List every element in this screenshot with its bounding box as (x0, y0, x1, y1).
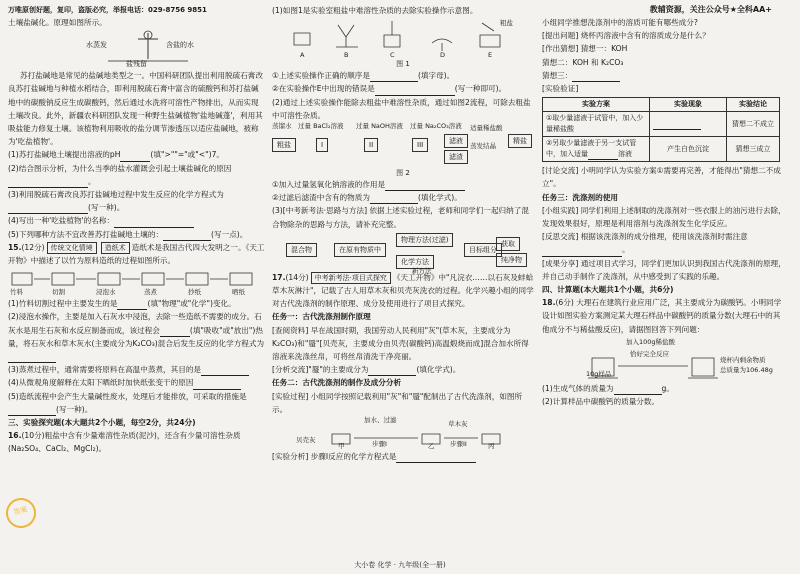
step-3: 蒸煮 (144, 288, 157, 297)
guess-1: [作出猜想] 猜想一：KOH (542, 44, 628, 54)
figure-3 (272, 416, 534, 450)
q18-2: (2)计算样品中碳酸钙的质量分数。 (542, 397, 660, 407)
task-1-title: 任务一：古代洗涤剂制作原理 (272, 312, 371, 322)
step-5: 晒纸 (232, 288, 245, 297)
fig1-label: 粗盐 (500, 19, 513, 28)
task-3-title: 任务三：洗涤剂的使用 (542, 192, 618, 202)
column-left (8, 0, 266, 574)
q18-1: (1)生成气体的质量为 g。 (542, 382, 786, 395)
fig3-5: 步骤II (450, 440, 467, 449)
mind-node-2: 物理方法(过滤) (396, 233, 453, 247)
fig1-D: D (440, 51, 446, 60)
column-middle (272, 0, 534, 574)
fig2-box-3: III (412, 138, 428, 152)
question-5: (5)下列哪种方法不宜改善苏打盐碱地土壤的： (写一点)。 (8, 228, 266, 241)
table-row: ②另取少量滤液于另一支试管中，加入适量 溶液 产生白色沉淀 猜想三成立 (543, 137, 780, 162)
fig18-d: 烧杯内剩余物质 (720, 355, 766, 364)
figure-1 (272, 17, 534, 59)
fig1-B: B (344, 51, 349, 60)
table-row: ①取少量滤液于试管中，加入少量稀盐酸 猜想二不成立 (543, 112, 780, 137)
experiment-table (542, 97, 780, 162)
q16-1: ①上述实验操作正确的顺序是 (填字母)。 (272, 69, 534, 82)
fig3-2: 步骤I (372, 440, 387, 449)
guess-2: 猜想二：KOH 和 K₂CO₃ (542, 57, 624, 67)
question-15-5: (5)造纸流程中会产生大量碱性废水，处理后才能排放，可采取的措施是(写一种)。 (8, 390, 266, 416)
column-right (542, 0, 786, 574)
section-4-title: 四、计算题(本大题共1个小题，共6分) (542, 285, 674, 295)
figure-18 (542, 336, 786, 382)
question-18: 18.(6分) 大理石在建筑行业应用广泛，其主要成分为碳酸钙。小明同学设计如图实验方案测定某大理石样品中碳酸钙的质量分数(大理石中的其他成分不与稀盐酸反应)，请据图回答下列问题： (542, 298, 782, 334)
figure-2 (272, 122, 534, 168)
mind-node-5: 获取 (496, 237, 520, 251)
fig2-right-1: 蒸发结晶 (470, 142, 496, 151)
question-3: (3)利用脱硫石膏改良苏打盐碱地过程中发生反应的化学方程式为(写一种)。 (8, 188, 266, 214)
question-15-3: (3)蒸煮过程中，通常需要将原料在高温中蒸煮，其目的是 (8, 363, 266, 376)
fig1-A: A (300, 51, 305, 60)
col3-line1: 小组同学推想洗涤剂中的溶质可能有哪些成分? (542, 18, 698, 27)
question-17: 17.(14分) 中考新考法·项目式探究 《天工开物》中"凡浣衣……以石灰及蚌蛤草木灰淋汁"，记载了古人用草木灰和贝壳灰洗衣的过程。化学兴趣小组的同学对古代洗涤剂的制作原理、成分及使用进行了项目式探究。 (272, 272, 534, 309)
step-2: 浸泡水 (96, 288, 116, 297)
discussion: [讨论交流] 小明同学认为实验方案①需要再完善，才能得出"猜想二不成立"。 (542, 166, 781, 189)
question-16: 16.(10分)粗盐中含有少量难溶性杂质(泥沙)，还含有少量可溶性杂质(Na₂SO₄、CaCl₂、MgCl₂)。 (8, 431, 241, 454)
step-4: 抄纸 (188, 288, 201, 297)
q16-3: ①加入过量氢氧化钠溶液的作用是 (272, 178, 534, 191)
fig2-right-0: 适量稀盐酸 (470, 124, 503, 133)
fig3-0: 贝壳灰 (296, 436, 316, 445)
fig2-box-2: II (364, 138, 378, 152)
fig3-4: 草木灰 (448, 420, 468, 429)
question-15-2: (2)浸泡水操作，主要是加入石灰水中浸泡，去除一些造纸不需要的成分。石灰水是用生石灰和水反应制备而成，该过程会 (填"吸收"或"放出")热量，将石灰水和草木灰水(主要成分为K₂CO₃)混合后发生反应的化学方程式为 (8, 310, 266, 363)
mind-node-1: 在原有物质中 (334, 243, 386, 257)
step-0: 竹料 (10, 288, 23, 297)
tag-project: 中考新考法·项目式探究 (311, 272, 391, 284)
fig18-c: 10g样品 (586, 369, 612, 378)
question-15-1b: (1)竹料切割过程中主要发生的是 (填"物理"或"化学")变化。 (8, 297, 266, 310)
mind-tail: 新方法 (412, 266, 432, 275)
fig2-top-3: 过量 Na₂CO₃溶液 (410, 122, 462, 131)
th-phenomenon: 实验现象 (650, 98, 727, 112)
task-2-process: [实验过程] 小组同学按照记载利用"灰"和"蜃"配制出了古代洗涤剂，如图所示。 (272, 391, 523, 414)
guess-3: 猜想三： (542, 69, 786, 82)
papermaking-diagram (8, 267, 266, 297)
fig2-box-1: I (316, 138, 328, 152)
fig18-a: 加入100g稀盐酸 (626, 337, 676, 346)
th-plan: 实验方案 (543, 98, 650, 112)
task-3-practice: [小组实践] 同学们利用上述制取的洗涤剂对一些衣服上的油污进行去除，发现效果很好，原理是利用溶剂与洗涤剂发生化学反应。 (542, 205, 786, 229)
verify-title: [实验验证] (542, 84, 579, 94)
papermaking-figure (8, 267, 266, 297)
header-left: 万唯原创好题，复印，盗版必究，举报电话：029-8756 9851 (8, 6, 207, 14)
tag-paper: 造纸术 (101, 242, 130, 254)
fig2-box-residue: 滤渣 (444, 150, 468, 164)
task-1-analysis: [分析交流]"蜃"的主要成分为 (填化学式)。 (272, 363, 534, 376)
q16-part3: (3)[中考新考法·思路与方法] 依据上述实验过程，老师和同学们一起归纳了混合物除杂的思路与方法，请补充完整。 (272, 206, 529, 229)
question-15-4: (4)从微观角度解释在太阳下晒纸时加快纸张变干的原因 (8, 376, 266, 389)
section-3-title: 三、实验探究题(本大题共2个小题，每空2分，共24分) (8, 418, 196, 428)
step-1: 切割 (52, 288, 65, 297)
fig3-7: 丙 (488, 442, 495, 451)
fig2-box-crude: 粗盐 (272, 138, 296, 152)
fig-label-saltwater: 含盐的水 (166, 41, 194, 50)
question-15-1: (1)苏打盐碱地土壤提出溶液的pH (填">""="或"<")7。 (8, 148, 266, 161)
question-15: 15.(12分) 传统文化情境 造纸术 造纸术是我国古代四大发明之一。《天工开物》中描述了以竹为原料造纸的过程如图所示。 (8, 242, 265, 266)
text-line: 土壤盐碱化。原理如图所示。 (8, 18, 107, 27)
fig3-1: 加水、过滤 (364, 416, 397, 425)
q16-part1: (1)如图1是实验室粗盐中难溶性杂质的去除实验操作示意图。 (272, 6, 478, 15)
mind-map (272, 231, 534, 275)
task-2-analysis: [实验分析] 步骤Ⅰ反应的化学方程式是 (272, 450, 534, 463)
stamp-watermark: 答案 (3, 495, 40, 532)
question-4: (4)写出一种'吃盐植物'的名称： (8, 214, 266, 227)
intro-paragraph: 苏打盐碱地是常见的盐碱地类型之一。中国科研团队提出利用脱硫石膏改良苏打盐碱地与种植水稻结合，即利用脱硫石膏中富含的硫酸钙和苏打盐碱地中的碳酸钠反应生成碳酸钙，然后通过水洗将可溶性产物排出，从而实现土壤改良。此外，新疆农科研团队发现一种野生盐碱植物'盐地碱蓬'，利用其吸盐能力修复土壤。该植物利用吸收的盐分调节渗透压以适应盐碱地，被称为'吃盐植物'。 (8, 71, 263, 147)
mind-node-6: 纯净物 (496, 253, 527, 267)
mind-node-3: 化学方法 (396, 255, 434, 269)
fig-label-residue: 盐残留 (126, 60, 147, 69)
fig2-box-filtrate: 滤液 (444, 134, 468, 148)
th-conclusion: 实验结论 (727, 98, 780, 112)
fig2-caption: 图 2 (396, 169, 410, 178)
page-footer: 大小卷 化学 · 九年级(全一册) (354, 561, 446, 569)
q16-4: ②过滤后滤渣中含有的物质为 (填化学式)。 (272, 191, 534, 204)
task-1-data: [查阅资料] 早在战国时期，我国劳动人民利用"灰"(草木灰，主要成分为K₂CO₃)和"蜃"[贝壳灰，主要成分由贝壳(碳酸钙)高温煅烧而成]混合加水所得溶液来洗涤丝帛，可将丝帛清洗干净亮丽。 (272, 325, 529, 362)
lab-operations-diagram (272, 17, 534, 59)
q16-part2: (2)通过上述实验操作能除去粗盐中难溶性杂质，通过如图2流程，可除去粗盐中可溶性杂质。 (272, 97, 531, 120)
fig18-b: 恰好完全反应 (630, 349, 669, 358)
fig18-e: 总质量为106.48g (720, 365, 773, 374)
mind-node-4: 目标组分 (464, 243, 502, 257)
tag-culture: 传统文化情境 (47, 242, 97, 254)
mind-node-0: 混合物 (286, 243, 317, 257)
fig-label-evap: 水蒸发 (86, 41, 107, 50)
fig1-C: C (390, 51, 395, 60)
fig3-3: 甲 (338, 442, 345, 451)
fig1-caption: 图 1 (396, 60, 410, 69)
fig3-6: 乙 (428, 442, 435, 451)
fig1-E: E (488, 51, 493, 60)
salinization-figure (8, 29, 266, 69)
task-3-reflect: [反思交流] 根据该洗涤剂的成分推理，使用该洗涤剂时需注意。 (542, 230, 786, 256)
header-right: 教辅资源，关注公众号★全科AA+ (649, 5, 772, 14)
fig2-top-1: 过量 BaCl₂溶液 (298, 122, 344, 131)
fig2-right-2: 精盐 (508, 134, 532, 148)
question-problem: [提出问题] 烧杯丙溶液中含有的溶质成分是什么？ (542, 31, 710, 41)
task-2-title: 任务二：古代洗涤剂的制作及成分分析 (272, 378, 402, 388)
q16-2: ②在实验操作E中出现的错误是 (写一种即可)。 (272, 82, 534, 95)
fig2-top-0: 蒸馏水 (272, 122, 292, 131)
fig2-top-2: 过量 NaOH溶液 (356, 122, 403, 131)
question-2: (2)结合图示分析，为什么当季的盐水灌溉会引起土壤盐碱化的原因。 (8, 162, 266, 188)
task-3-share: [成果分享] 通过项目式学习，同学们更加认识到我国古代洗涤剂的原理，并自己动手制作了洗涤剂，从中感受到了实践的乐趣。 (542, 258, 786, 281)
